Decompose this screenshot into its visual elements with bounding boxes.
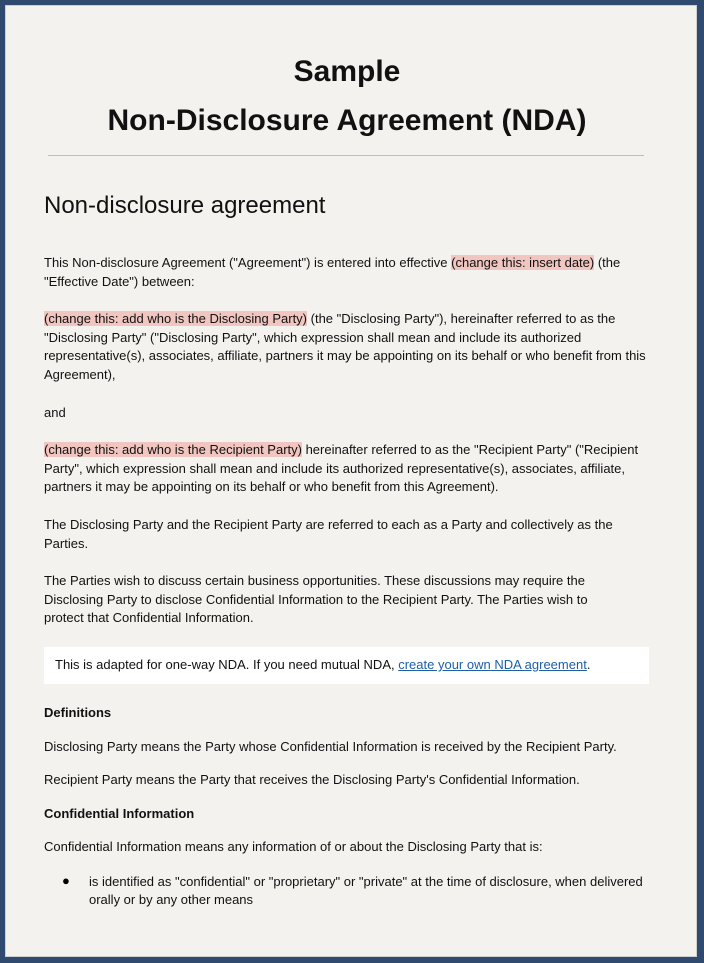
confidential-heading: Confidential Information <box>44 806 195 821</box>
title-line-1: Sample <box>293 55 401 88</box>
definitions-heading: Definitions <box>44 705 112 720</box>
confidential-intro: Confidential Information means any information of or about the Disclosing Party that is: <box>44 839 543 854</box>
parties-paragraph: The Disclosing Party and the Recipient Party are referred to each as a Party and collectively as the Parties. <box>44 517 613 551</box>
section-title: Non-disclosure agreement <box>44 192 326 219</box>
intro-text: This Non-disclosure Agreement ("Agreement") is entered into effective <box>44 255 452 270</box>
bullet-icon: ● <box>62 873 70 888</box>
note-box <box>44 647 649 684</box>
disclosing-paragraph <box>44 310 656 384</box>
note-text <box>55 657 590 672</box>
list-item: is identified as "confidential" or "proprietary" or "private" at the time of disclosure, when delivered orally or by any other means <box>89 874 643 907</box>
divider <box>48 155 644 156</box>
disclosing-definition: Disclosing Party means the Party whose Confidential Information is received by the Recipient Party. <box>44 739 617 754</box>
recipient-definition: Recipient Party means the Party that receives the Disclosing Party's Confidential Information. <box>44 772 580 787</box>
create-nda-link[interactable]: create your own NDA agreement <box>398 657 587 672</box>
intro-paragraph <box>44 254 644 291</box>
note-end: . <box>586 657 591 672</box>
recipient-paragraph <box>44 441 656 497</box>
note-message: This is adapted for one-way NDA. If you need mutual NDA, <box>55 657 399 672</box>
disclosing-text: (the "Disclosing Party"), hereinafter referred to as the "Disclosing Party" ("Disclosing Party", which expression shall mean and include its authorized representative(s), associates, affiliate, partners it may be appointing on its behalf or who benefit from this Agreement), <box>44 311 646 382</box>
disclosing-placeholder: (change this: add who is the Disclosing Party) <box>44 311 308 326</box>
intro-text-end: (the "Effective Date") between: <box>44 255 621 289</box>
date-placeholder: (change this: insert date) <box>451 255 595 270</box>
wish-paragraph: The Parties wish to discuss certain business opportunities. These discussions may require the Disclosing Party to disclose Confidential Information to the Recipient Party. The Parties wish to protect that Confidential Information. <box>44 573 588 625</box>
title-line-2: Non-Disclosure Agreement (NDA) <box>107 104 587 137</box>
recipient-placeholder: (change this: add who is the Recipient Party) <box>44 442 302 457</box>
and-text: and <box>44 405 66 420</box>
recipient-text: hereinafter referred to as the "Recipient Party" ("Recipient Party", which expression shall mean and include its authorized representative(s), associates, affiliate, partners it may be appointing on its behalf or who benefit from this Agreement). <box>44 442 639 494</box>
